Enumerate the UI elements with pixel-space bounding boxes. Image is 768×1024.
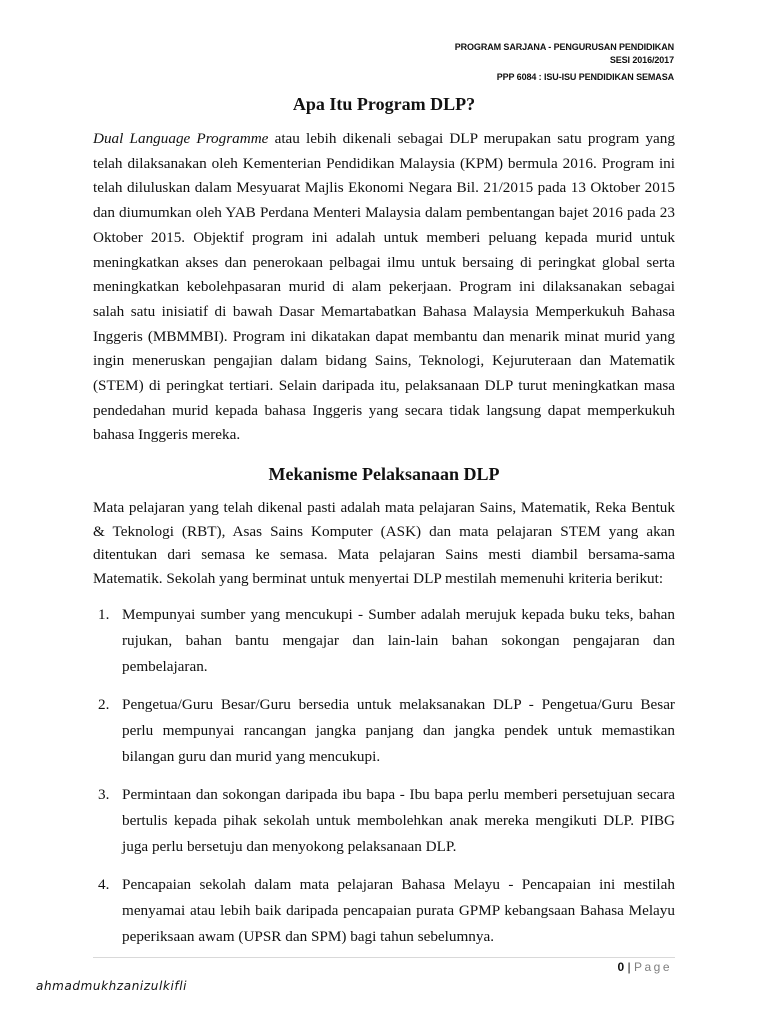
list-item-number: 1. — [98, 606, 110, 624]
intro-italic-term: Dual Language Programme — [93, 130, 269, 147]
criteria-list — [93, 602, 675, 950]
intro-paragraph-text: atau lebih dikenali sebagai DLP merupakan satu program yang telah dilaksanakan oleh Kementerian Pendidikan Malaysia (KPM) bermula 2016. Program ini telah diluluskan dalam Mesyuarat Majlis Ekonomi Negara Bil. 21/2015 pada 13 Oktober 2015 dan diumumkan oleh YAB Perdana Menteri Malaysia dalam pembentangan bajet 2016 pada 23 Oktober 2015. Objektif program ini adalah untuk memberi peluang kepada murid untuk meningkatkan akses dan penerokaan pelbagai ilmu untuk bersaing di peringkat global serta meningkatkan kebolehpasaran murid di alam pekerjaan. Program ini dilaksanakan sebagai salah satu inisiatif di bawah Dasar Memartabatkan Bahasa Malaysia Memperkukuh Bahasa Inggeris (MBMMBI). Program ini dikatakan dapat membantu dan menarik minat murid yang ingin meneruskan pengajian dalam bidang Sains, Teknologi, Kejuruteraan dan Matematik (STEM) di peringkat tertiari. Selain daripada itu, pelaksanaan DLP turut meningkatkan masa pendedahan murid kepada bahasa Inggeris yang secara tidak langsung dapat memperkukuh bahasa Inggeris mereka. — [93, 130, 675, 444]
header-course: PPP 6084 : ISU-ISU PENDIDIKAN SEMASA — [496, 72, 674, 82]
list-item-text: Pencapaian sekolah dalam mata pelajaran Bahasa Melayu - Pencapaian ini mestilah menyamai atau lebih baik daripada pencapaian purata GPMP kebangsaan Bahasa Melayu peperiksaan awam (UPSR dan SPM) bagi tahun sebelumnya. — [122, 876, 675, 946]
footer-divider — [93, 957, 675, 958]
header-program: PROGRAM SARJANA - PENGURUSAN PENDIDIKAN — [454, 42, 674, 52]
document-body — [93, 92, 675, 962]
list-item-text: Mempunyai sumber yang mencukupi - Sumber adalah merujuk kepada buku teks, bahan rujukan, bahan bantu mengajar dan lain-lain bahan sokongan pengajaran dan pembelajaran. — [122, 606, 675, 676]
list-item-number: 4. — [98, 876, 110, 894]
intro-paragraph — [93, 127, 675, 448]
author-signature: ahmadmukhzanizulkifli — [36, 979, 188, 993]
list-item-number: 2. — [98, 696, 110, 714]
section-title-mechanism: Mekanisme Pelaksanaan DLP — [268, 464, 500, 485]
mechanism-paragraph: Mata pelajaran yang telah dikenal pasti adalah mata pelajaran Sains, Matematik, Reka Bentuk & Teknologi (RBT), Asas Sains Komputer (ASK) dan mata pelajaran STEM yang akan ditentukan dari semasa ke semasa. Mata pelajaran Sains mesti diambil bersama-sama Matematik. Sekolah yang berminat untuk menyertai DLP mestilah memenuhi kriteria berikut: — [93, 499, 675, 587]
list-item — [93, 872, 675, 950]
list-item-text: Pengetua/Guru Besar/Guru bersedia untuk melaksanakan DLP - Pengetua/Guru Besar perlu mempunyai rancangan jangka panjang dan jangka pendek untuk memastikan bilangan guru dan murid yang mencukupi. — [122, 696, 675, 766]
page-number-separator: | — [624, 960, 634, 974]
list-item-text: Permintaan dan sokongan daripada ibu bapa - Ibu bapa perlu memberi persetujuan secara bertulis kepada pihak sekolah untuk membolehkan anak mereka mengikuti DLP. PIBG juga perlu bersetuju dan menyokong pelaksanaan DLP. — [122, 786, 675, 856]
document-header — [455, 41, 674, 84]
list-item-number: 3. — [98, 786, 110, 804]
list-item — [93, 782, 675, 860]
list-item — [93, 692, 675, 770]
page-label: Page — [633, 960, 672, 974]
page-number — [617, 960, 672, 974]
page-number-value: 0 — [617, 960, 625, 974]
list-item — [93, 602, 675, 680]
header-session: SESI 2016/2017 — [609, 54, 674, 65]
section-title-dlp: Apa Itu Program DLP? — [292, 94, 476, 114]
